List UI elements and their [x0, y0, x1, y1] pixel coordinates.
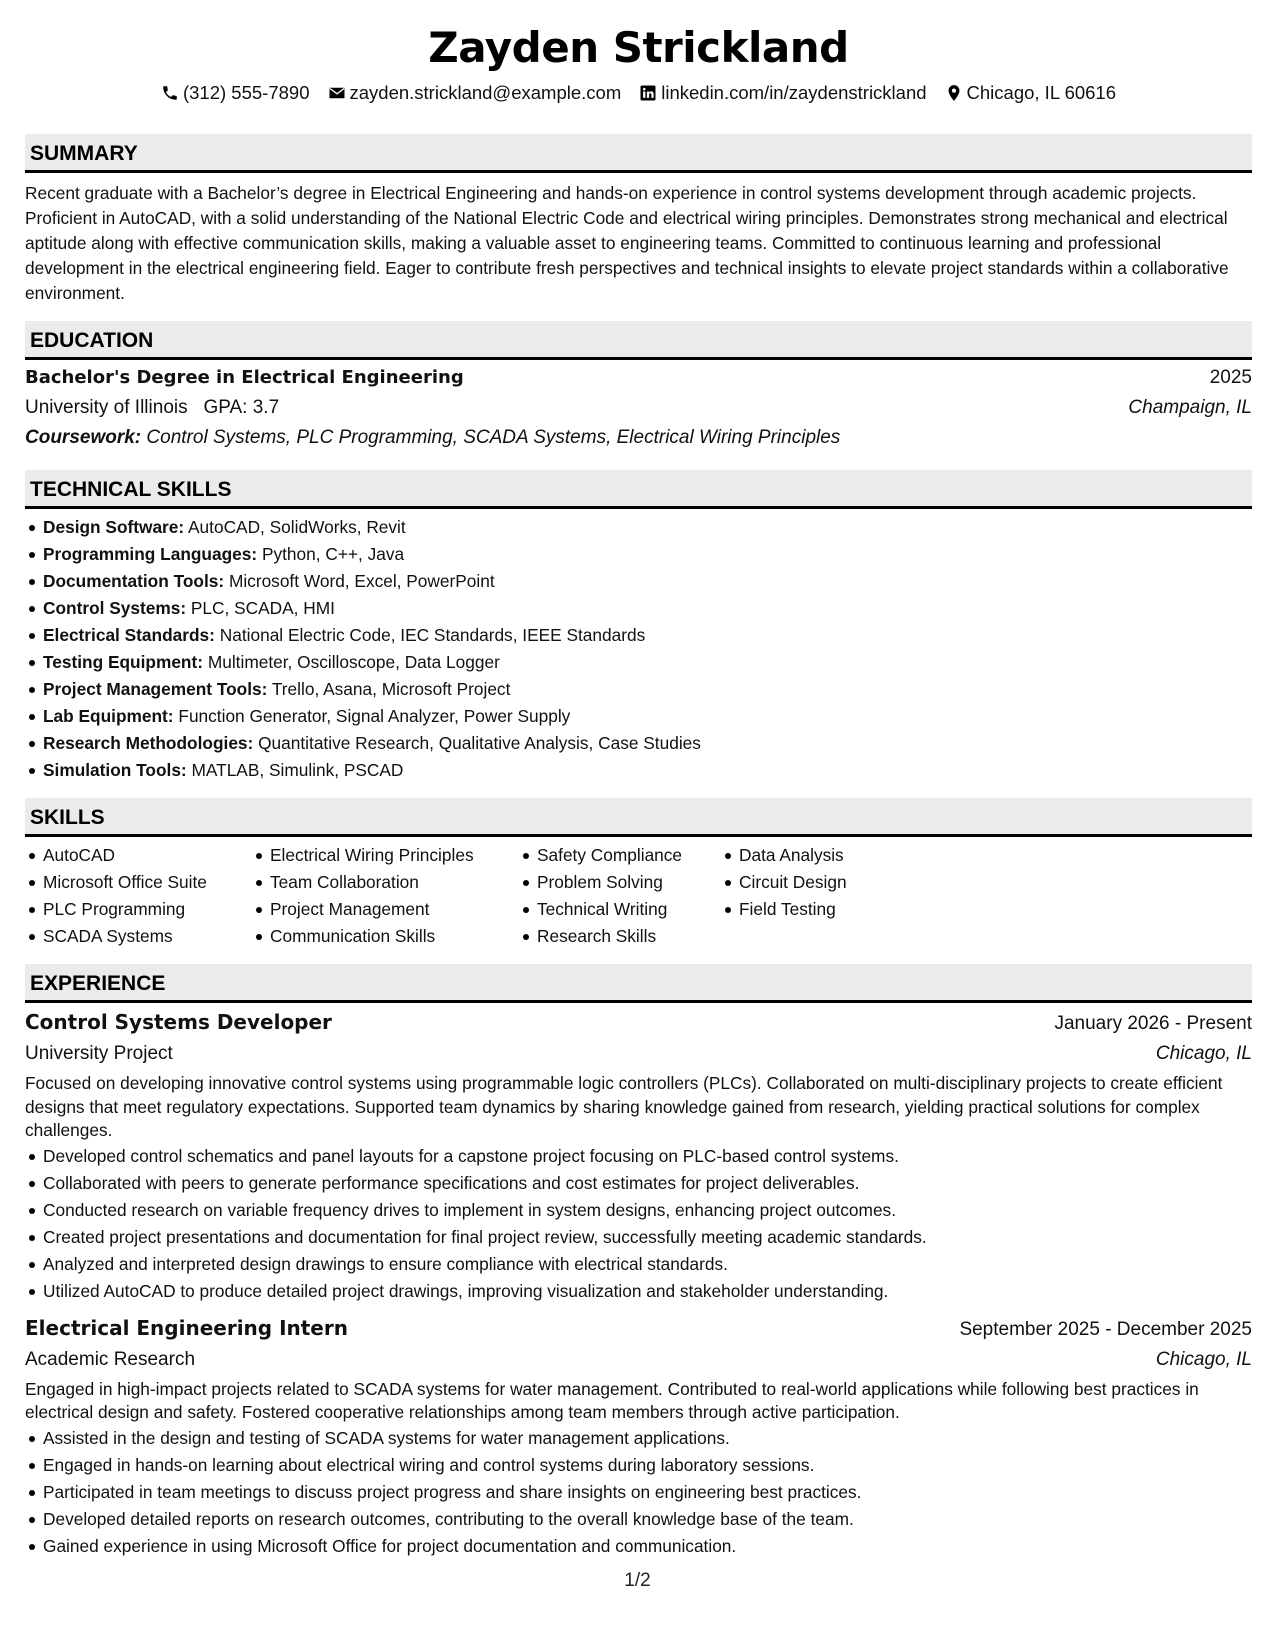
job-location: Chicago, IL [1155, 1348, 1252, 1370]
job-org: University Project [25, 1043, 173, 1064]
linkedin-text[interactable]: linkedin.com/in/zaydenstrickland [661, 82, 927, 103]
job-entry-2 [25, 1313, 1252, 1560]
list-item: Field Testing [721, 896, 921, 923]
job-bullets [25, 1143, 1252, 1305]
skill-label: Programming Languages: [43, 544, 258, 564]
map-pin-icon [945, 84, 963, 102]
experience-heading: EXPERIENCE [25, 964, 1252, 1003]
technical-skills-list [25, 514, 1252, 784]
skill-label: Project Management Tools: [43, 679, 268, 699]
gpa: GPA: 3.7 [203, 397, 280, 418]
skill-label: Simulation Tools: [43, 760, 187, 780]
list-item: Conducted research on variable frequency drives to implement in system designs, enhancing project outcomes. [25, 1197, 1252, 1224]
list-item: Analyzed and interpreted design drawings to ensure compliance with electrical standards. [25, 1251, 1252, 1278]
list-item: Engaged in hands-on learning about electrical wiring and control systems during laboratory sessions. [25, 1452, 1252, 1479]
skill-label: Control Systems: [43, 598, 187, 618]
list-item: Technical Writing [519, 896, 721, 923]
list-item: Communication Skills [252, 923, 519, 950]
skills-column-1 [25, 842, 252, 950]
linkedin-icon [639, 84, 657, 102]
education-entry [25, 363, 1252, 453]
graduation-year: 2025 [1209, 367, 1252, 388]
list-item: Project Management [252, 896, 519, 923]
skills-column-3 [519, 842, 721, 950]
list-item [25, 730, 1252, 757]
technical-skills-heading: TECHNICAL SKILLS [25, 470, 1252, 509]
skill-value: MATLAB, Simulink, PSCAD [191, 760, 404, 780]
list-item: Circuit Design [721, 869, 921, 896]
list-item [25, 676, 1252, 703]
job-summary: Engaged in high-impact projects related to SCADA systems for water management. Contributed to real-world applications while following best practices in electrical design and safety. Fostered cooperative relationships among team members through active participation. [25, 1378, 1199, 1422]
skills-grid [25, 842, 1252, 950]
job-title: Electrical Engineering Intern [25, 1315, 348, 1340]
list-item: Team Collaboration [252, 869, 519, 896]
job-dates: January 2026 - Present [1054, 1013, 1252, 1034]
list-item: Research Skills [519, 923, 721, 950]
skill-value: PLC, SCADA, HMI [190, 598, 335, 618]
job-bullets [25, 1425, 1252, 1560]
resume-page [25, 18, 1252, 1560]
list-item: SCADA Systems [25, 923, 252, 950]
job-summary: Focused on developing innovative control systems using programmable logic controllers (PLCs). Collaborated on multi-disciplinary projects to create efficient designs that meet regulatory expectations. Supported team dynamics by sharing knowledge gained from research, yielding practical solutions for complex challenges. [25, 1073, 1223, 1140]
list-item [25, 595, 1252, 622]
skill-value: Microsoft Word, Excel, PowerPoint [228, 571, 495, 591]
summary-text: Recent graduate with a Bachelor’s degree in Electrical Engineering and hands-on experience in control systems development through academic projects. Proficient in AutoCAD, with a solid understanding of the National Electric Code and electrical wiring principles. Demonstrates strong mechanical and electrical aptitude along with effective communication skills, making a valuable asset to engineering teams. Committed to continuous learning and professional development in the electrical engineering field. Eager to contribute fresh perspectives and technical insights to elevate project standards within a collaborative environment. [25, 183, 1229, 303]
skill-value: National Electric Code, IEC Standards, IEEE Standards [219, 625, 646, 645]
job-title: Control Systems Developer [25, 1010, 332, 1034]
skill-value: Multimeter, Oscilloscope, Data Logger [207, 652, 500, 672]
page-number: 1/2 [624, 1570, 651, 1591]
list-item: PLC Programming [25, 896, 252, 923]
contact-bar [25, 80, 1252, 106]
skill-label: Research Methodologies: [43, 733, 254, 753]
education-heading: EDUCATION [25, 321, 1252, 360]
list-item: Developed control schematics and panel layouts for a capstone project focusing on PLC-based control systems. [25, 1143, 1252, 1170]
list-item [25, 568, 1252, 595]
job-org: Academic Research [25, 1348, 196, 1370]
skill-value: Function Generator, Signal Analyzer, Power Supply [178, 706, 571, 726]
job-entry-1 [25, 1007, 1252, 1305]
skill-value: AutoCAD, SolidWorks, Revit [188, 517, 406, 537]
skills-column-4 [721, 842, 921, 950]
list-item: Data Analysis [721, 842, 921, 869]
skill-label: Electrical Standards: [43, 625, 215, 645]
candidate-name: Zayden Strickland [428, 23, 849, 72]
list-item: Developed detailed reports on research outcomes, contributing to the overall knowledge base of the team. [25, 1506, 1252, 1533]
skill-value: Python, C++, Java [261, 544, 405, 564]
list-item: Microsoft Office Suite [25, 869, 252, 896]
list-item: Utilized AutoCAD to produce detailed project drawings, improving visualization and stakeholder understanding. [25, 1278, 1252, 1305]
email-text[interactable]: zayden.strickland@example.com [349, 82, 622, 103]
skill-value: Trello, Asana, Microsoft Project [271, 679, 511, 699]
contact-phone [161, 80, 310, 106]
list-item: Gained experience in using Microsoft Office for project documentation and communication. [25, 1533, 1252, 1560]
skill-label: Documentation Tools: [43, 571, 225, 591]
coursework-line [25, 423, 1252, 453]
list-item: Collaborated with peers to generate performance specifications and cost estimates for project deliverables. [25, 1170, 1252, 1197]
list-item [25, 514, 1252, 541]
coursework-label: Coursework: [25, 427, 142, 448]
list-item: Safety Compliance [519, 842, 721, 869]
skill-label: Testing Equipment: [43, 652, 204, 672]
school-line [25, 393, 279, 423]
school-name: University of Illinois [25, 397, 188, 418]
school-location: Champaign, IL [1128, 397, 1252, 418]
list-item: Participated in team meetings to discuss project progress and share insights on engineering best practices. [25, 1479, 1252, 1506]
envelope-icon [328, 84, 346, 102]
list-item [25, 649, 1252, 676]
list-item: Electrical Wiring Principles [252, 842, 519, 869]
list-item: AutoCAD [25, 842, 252, 869]
summary-heading: SUMMARY [25, 134, 1252, 173]
list-item [25, 541, 1252, 568]
list-item: Created project presentations and documentation for final project review, successfully meeting academic standards. [25, 1224, 1252, 1251]
job-dates: September 2025 - December 2025 [959, 1318, 1252, 1340]
list-item [25, 622, 1252, 649]
skill-label: Design Software: [43, 517, 185, 537]
phone-text: (312) 555-7890 [182, 82, 310, 103]
contact-linkedin[interactable] [639, 80, 926, 106]
list-item: Assisted in the design and testing of SCADA systems for water management applications. [25, 1425, 1252, 1452]
list-item [25, 757, 1252, 784]
skills-heading: SKILLS [25, 798, 1252, 837]
phone-icon [161, 84, 179, 102]
location-text: Chicago, IL 60616 [966, 82, 1117, 103]
skills-column-2 [252, 842, 519, 950]
skill-label: Lab Equipment: [43, 706, 174, 726]
contact-email[interactable] [328, 80, 622, 106]
degree-title: Bachelor's Degree in Electrical Engineering [25, 367, 464, 388]
list-item: Problem Solving [519, 869, 721, 896]
skill-value: Quantitative Research, Qualitative Analysis, Case Studies [258, 733, 701, 753]
job-location: Chicago, IL [1155, 1043, 1252, 1064]
list-item [25, 703, 1252, 730]
coursework-list: Control Systems, PLC Programming, SCADA Systems, Electrical Wiring Principles [146, 427, 841, 448]
contact-location [945, 80, 1116, 106]
